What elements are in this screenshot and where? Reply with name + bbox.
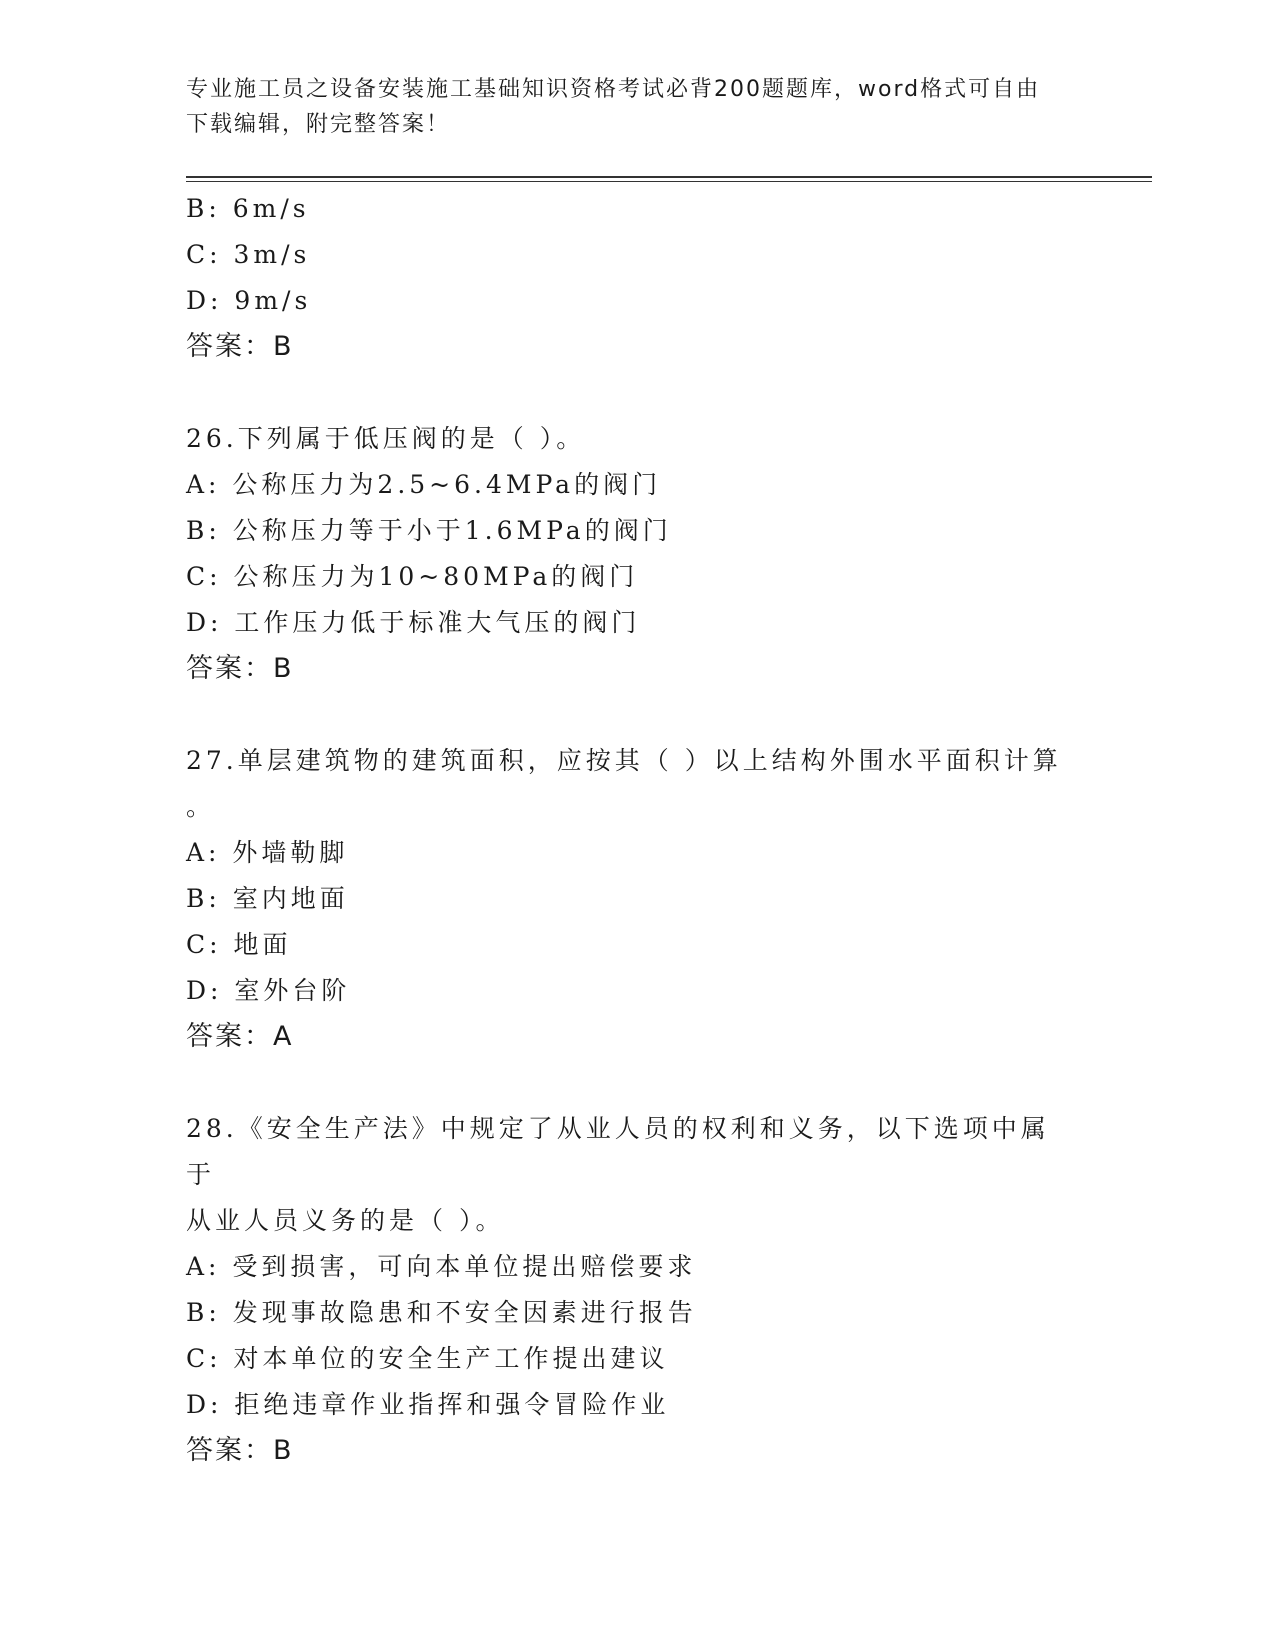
option-a: A: 公称压力为2.5~6.4MPa的阀门 bbox=[186, 470, 662, 499]
question-stem-line-1: 28.《安全生产法》中规定了从业人员的权利和义务，以下选项中属于 bbox=[186, 1114, 1050, 1189]
option-d: D: 工作压力低于标准大气压的阀门 bbox=[186, 608, 641, 637]
answer-line: 答案：A bbox=[186, 1021, 294, 1052]
question-27 bbox=[186, 738, 1086, 1060]
option-c: C: 3m/s bbox=[186, 240, 311, 269]
option-c: C: 地面 bbox=[186, 930, 292, 959]
question-stem-line-2: 从业人员义务的是（ ）。 bbox=[186, 1206, 505, 1235]
option-d: D: 室外台阶 bbox=[186, 976, 351, 1005]
header-divider bbox=[186, 176, 1152, 182]
answer-line: 答案：B bbox=[186, 1435, 294, 1466]
option-d: D: 9m/s bbox=[186, 286, 312, 315]
question-28 bbox=[186, 1106, 1086, 1474]
option-c: C: 对本单位的安全生产工作提出建议 bbox=[186, 1344, 669, 1373]
question-stem-line-2: 。 bbox=[186, 792, 216, 821]
option-b: B: 发现事故隐患和不安全因素进行报告 bbox=[186, 1298, 697, 1327]
question-26 bbox=[186, 416, 1086, 692]
option-a: A: 外墙勒脚 bbox=[186, 838, 349, 867]
option-d: D: 拒绝违章作业指挥和强令冒险作业 bbox=[186, 1390, 670, 1419]
answer-line: 答案：B bbox=[186, 331, 294, 362]
answer-line: 答案：B bbox=[186, 653, 294, 684]
option-a: A: 受到损害，可向本单位提出赔偿要求 bbox=[186, 1252, 697, 1281]
document-body bbox=[186, 186, 1086, 1474]
header-line-1: 专业施工员之设备安装施工基础知识资格考试必背200题题库，word格式可自由 bbox=[186, 77, 1041, 102]
option-b: B: 室内地面 bbox=[186, 884, 349, 913]
header-line-2: 下载编辑，附完整答案！ bbox=[186, 112, 451, 137]
question-stem-line-1: 27.单层建筑物的建筑面积，应按其（ ）以上结构外围水平面积计算 bbox=[186, 746, 1062, 775]
page-header bbox=[186, 72, 1086, 142]
option-b: B: 6m/s bbox=[186, 194, 310, 223]
question-25 bbox=[186, 186, 1086, 370]
option-b: B: 公称压力等于小于1.6MPa的阀门 bbox=[186, 516, 672, 545]
option-c: C: 公称压力为10~80MPa的阀门 bbox=[186, 562, 639, 591]
question-stem: 26.下列属于低压阀的是（ ）。 bbox=[186, 424, 586, 453]
